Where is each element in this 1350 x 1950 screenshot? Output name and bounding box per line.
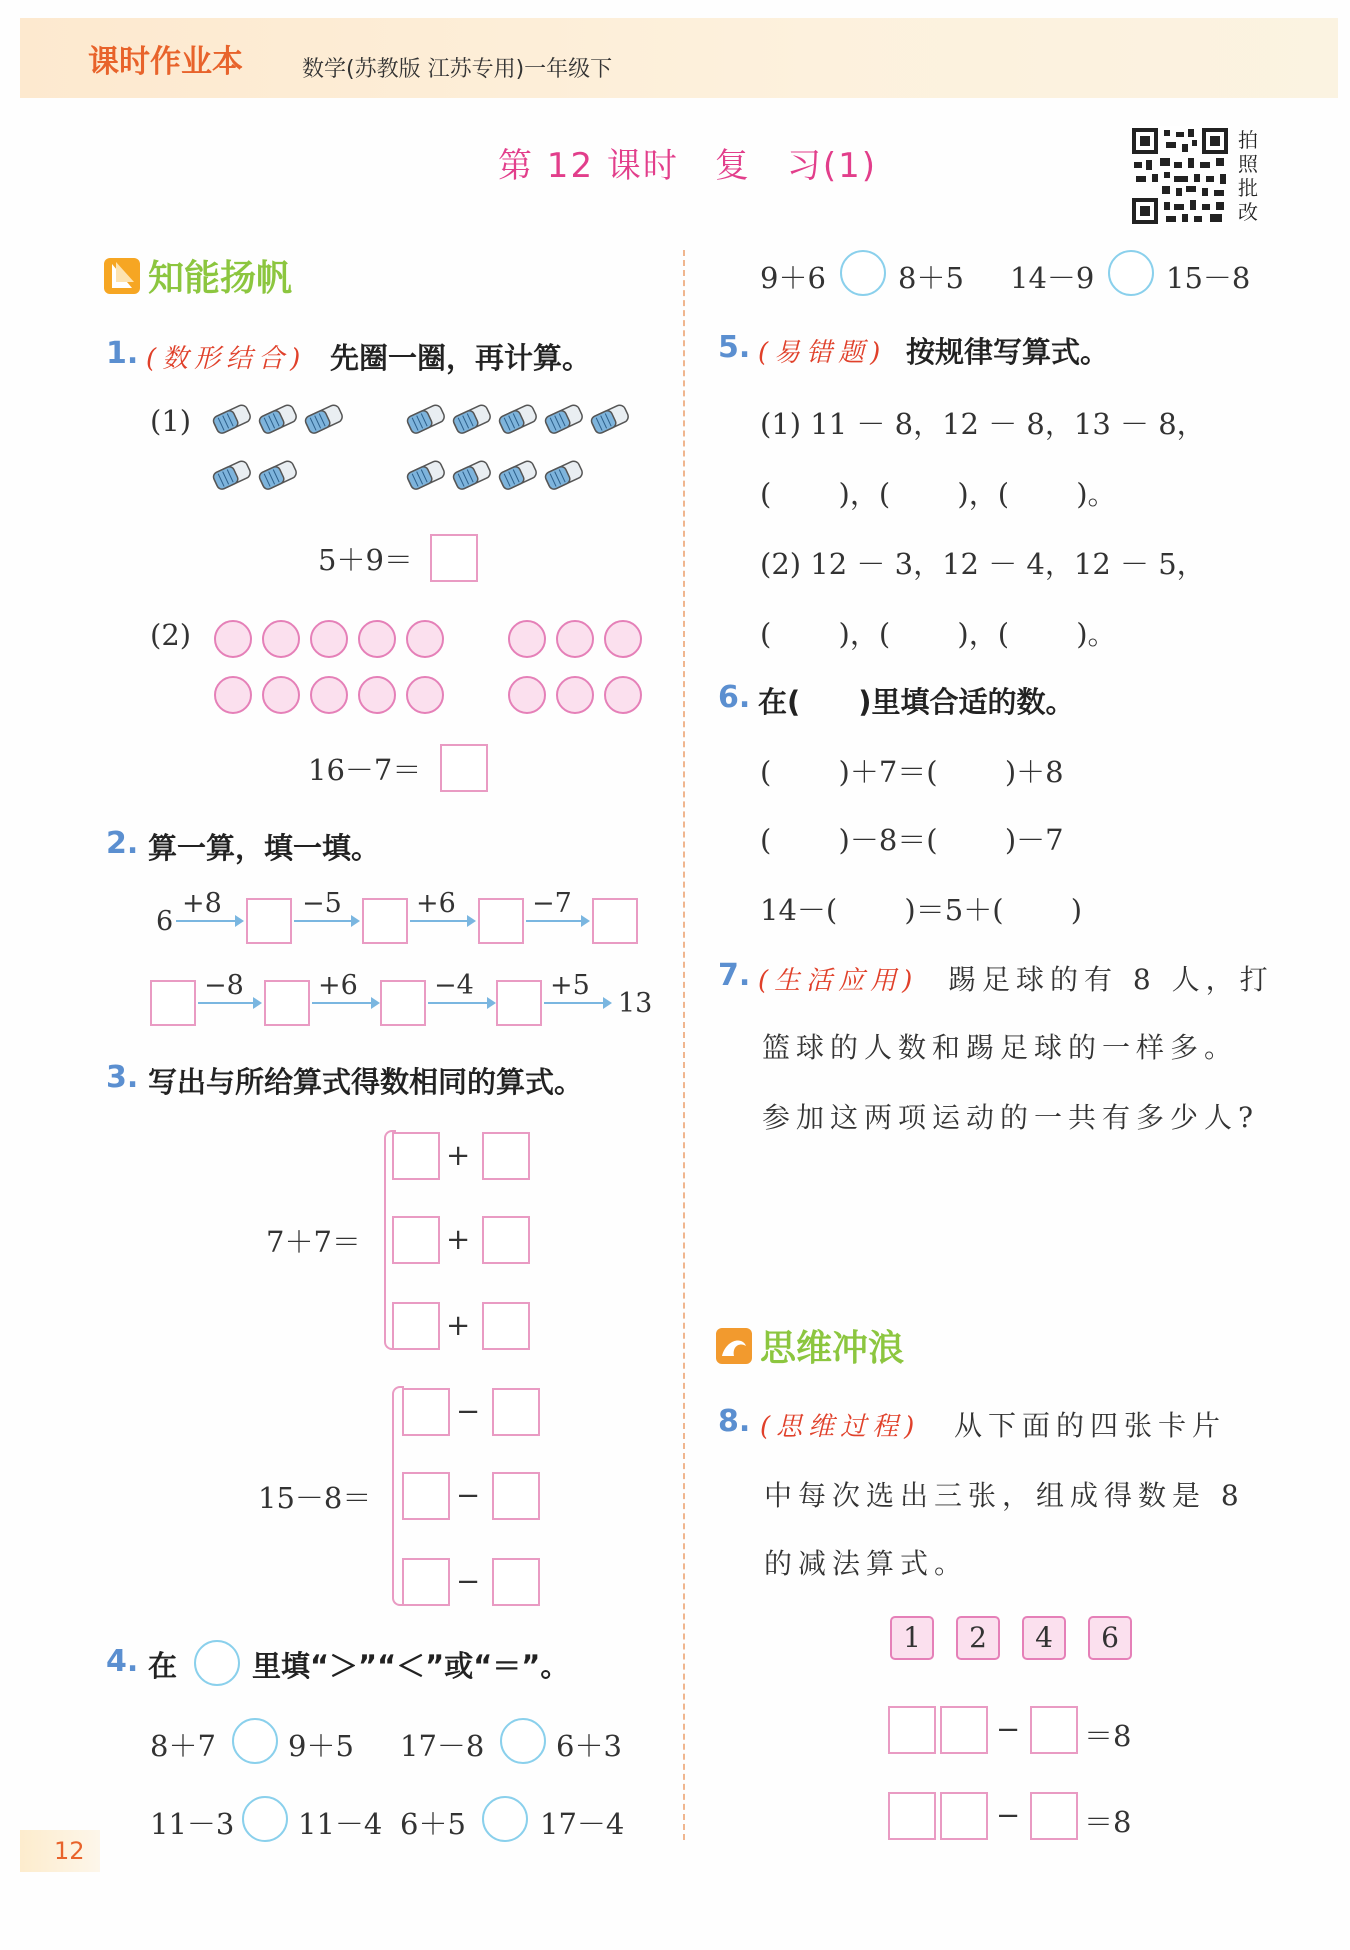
q1-number: 1. (106, 336, 139, 371)
q4-expr: 6＋3 (556, 1729, 622, 1763)
q4-expr: 11－4 (298, 1807, 383, 1841)
q7-line1: 踢足球的有 8 人，打 (948, 963, 1274, 996)
operator-sign: − (456, 1478, 481, 1512)
q4-expr: 8＋7 (150, 1729, 216, 1763)
q2-text: 算一算，填一填。 (148, 831, 381, 865)
eraser-icon (498, 404, 538, 434)
circle-counter (310, 620, 348, 658)
operator-sign: + (446, 1222, 471, 1256)
chain1-op2: −5 (302, 888, 342, 919)
eraser-icon (304, 404, 344, 434)
chain2-op3: −4 (434, 970, 474, 1001)
circle-counter (214, 620, 252, 658)
eraser-icon (590, 404, 630, 434)
q1-text: 先圈一圈，再计算。 (330, 341, 592, 375)
operator-sign: + (446, 1138, 471, 1172)
q1-part2-equation: 16－7＝ (308, 753, 422, 787)
minus-sign: − (996, 1712, 1021, 1746)
eraser-icon (452, 460, 492, 490)
circle-counter (406, 620, 444, 658)
q7-number: 7. (718, 958, 751, 993)
eraser-icon (544, 404, 584, 434)
digit-box[interactable] (1030, 1792, 1078, 1840)
answer-box[interactable] (492, 1558, 540, 1606)
number-card: 6 (1088, 1616, 1132, 1660)
arrow (312, 1002, 378, 1004)
q4-text-b: 里填“＞”“＜”或“＝”。 (252, 1649, 570, 1683)
number-card: 2 (956, 1616, 1000, 1660)
q4-expr: 9＋6 (760, 261, 826, 295)
answer-box[interactable] (402, 1558, 450, 1606)
q5-part1-blanks[interactable]: ( )，( )，( )。 (760, 477, 1117, 511)
q8-number: 8. (718, 1404, 751, 1439)
q3-number: 3. (106, 1060, 139, 1095)
q6-number: 6. (718, 680, 751, 715)
q1-tag: (数形结合) (146, 344, 307, 374)
answer-box[interactable] (492, 1472, 540, 1520)
section-title-knowledge: 知能扬帆 (148, 258, 293, 299)
eraser-icon (406, 404, 446, 434)
q4-expr: 6＋5 (400, 1807, 466, 1841)
chain-box[interactable] (362, 898, 408, 944)
answer-box[interactable] (392, 1302, 440, 1350)
answer-box[interactable] (392, 1216, 440, 1264)
chain-box[interactable] (496, 980, 542, 1026)
q8-eq-tail: ＝8 (1084, 1805, 1132, 1839)
answer-box[interactable] (392, 1132, 440, 1180)
q8-eq-tail: ＝8 (1084, 1719, 1132, 1753)
number-card: 4 (1022, 1616, 1066, 1660)
chain-box[interactable] (478, 898, 524, 944)
qr-code-icon[interactable] (1130, 126, 1230, 226)
qr-label: 拍 照 批 改 (1238, 128, 1258, 224)
chain-box[interactable] (246, 898, 292, 944)
circle-counter (508, 676, 546, 714)
arrow (176, 920, 242, 922)
q4-expr: 15－8 (1166, 261, 1251, 295)
q8-line3: 的减法算式。 (764, 1547, 969, 1580)
chain1-op3: +6 (416, 888, 456, 919)
operator-sign: + (446, 1308, 471, 1342)
answer-box[interactable] (482, 1132, 530, 1180)
eraser-icon (452, 404, 492, 434)
q3-equation2: 15－8＝ (258, 1481, 372, 1515)
book-subtitle: 数学(苏教版 江苏专用)一年级下 (302, 57, 613, 82)
eraser-icon (258, 460, 298, 490)
digit-box[interactable] (888, 1706, 936, 1754)
minus-sign: − (996, 1798, 1021, 1832)
arrow (198, 1002, 260, 1004)
answer-box[interactable] (482, 1302, 530, 1350)
chain1-start: 6 (156, 906, 174, 937)
q8-line2: 中每次选出三张，组成得数是 8 (764, 1479, 1245, 1512)
q4-expr: 17－8 (400, 1729, 485, 1763)
operator-sign: − (456, 1564, 481, 1598)
q6-line1[interactable]: ( )＋7＝( )＋8 (760, 755, 1064, 789)
q4-expr: 14－9 (1010, 261, 1095, 295)
answer-box[interactable] (482, 1216, 530, 1264)
circle-counter (406, 676, 444, 714)
compare-circle[interactable] (242, 1796, 288, 1842)
compare-circle[interactable] (482, 1796, 528, 1842)
circle-counter (604, 676, 642, 714)
digit-box[interactable] (940, 1792, 988, 1840)
section-title-thinking: 思维冲浪 (760, 1328, 905, 1369)
wave-icon (716, 1328, 752, 1364)
chain-box[interactable] (380, 980, 426, 1026)
q7-line3: 参加这两项运动的一共有多少人? (762, 1101, 1260, 1134)
q2-number: 2. (106, 826, 139, 861)
chain2-op4: +5 (550, 970, 590, 1001)
chain2-end: 13 (618, 988, 653, 1019)
answer-box[interactable] (492, 1388, 540, 1436)
eraser-icon (258, 404, 298, 434)
circle-counter (358, 620, 396, 658)
circle-counter (508, 620, 546, 658)
compare-circle[interactable] (840, 250, 886, 296)
answer-box[interactable] (440, 744, 488, 792)
circle-counter (310, 676, 348, 714)
eraser-icon (498, 460, 538, 490)
q6-line2[interactable]: ( )－8＝( )－7 (760, 823, 1064, 857)
q4-expr: 17－4 (540, 1807, 625, 1841)
eraser-icon (406, 460, 446, 490)
q7-line2: 篮球的人数和踢足球的一样多。 (762, 1031, 1239, 1064)
eraser-icon (212, 404, 252, 434)
circle-counter (262, 676, 300, 714)
brand-title: 课时作业本 (88, 44, 243, 80)
operator-sign: − (456, 1394, 481, 1428)
circle-counter (604, 620, 642, 658)
q4-expr: 9＋5 (288, 1729, 354, 1763)
arrow (544, 1002, 610, 1004)
compare-circle[interactable] (232, 1718, 278, 1764)
q5-text: 按规律写算式。 (906, 335, 1110, 369)
chain2-op2: +6 (318, 970, 358, 1001)
digit-box[interactable] (940, 1706, 988, 1754)
q8-line1: 从下面的四张卡片 (954, 1409, 1227, 1442)
chain1-op4: −7 (532, 888, 572, 919)
q6-text: 在( )里填合适的数。 (758, 685, 1075, 719)
arrow (428, 1002, 494, 1004)
chain1-op1: +8 (182, 888, 222, 919)
q7-tag: (生活应用) (758, 966, 919, 996)
page-number: 12 (20, 1830, 100, 1872)
column-divider (683, 250, 685, 1840)
q4-expr: 11－3 (150, 1807, 235, 1841)
q1-part2-label: (2) (150, 618, 192, 652)
q3-equation1: 7＋7＝ (266, 1225, 361, 1259)
q5-number: 5. (718, 330, 751, 365)
q5-part2: (2) 12 － 3，12 － 4，12 － 5， (760, 547, 1206, 581)
sail-icon (104, 258, 140, 294)
q5-part2-blanks[interactable]: ( )，( )，( )。 (760, 617, 1117, 651)
q8-tag: (思维过程) (760, 1412, 921, 1442)
chain2-op1: −8 (204, 970, 244, 1001)
circle-counter (556, 676, 594, 714)
chain-box[interactable] (150, 980, 196, 1026)
lesson-title: 第 12 课时 复 习(1) (498, 146, 878, 186)
chain-box[interactable] (592, 898, 638, 944)
q4-text-a: 在 (148, 1649, 178, 1683)
q4-expr: 8＋5 (898, 261, 964, 295)
q1-part1-equation: 5＋9＝ (318, 543, 413, 577)
q5-part1: (1) 11 － 8，12 － 8，13 － 8， (760, 407, 1206, 441)
q3-text: 写出与所给算式得数相同的算式。 (148, 1065, 584, 1099)
compare-circle[interactable] (500, 1718, 546, 1764)
eraser-icon (544, 460, 584, 490)
circle-counter (358, 676, 396, 714)
circle-counter (214, 676, 252, 714)
arrow (410, 920, 474, 922)
compare-circle[interactable] (1108, 250, 1154, 296)
circle-counter (262, 620, 300, 658)
digit-box[interactable] (888, 1792, 936, 1840)
answer-box[interactable] (402, 1388, 450, 1436)
example-circle (194, 1640, 240, 1686)
eraser-icon (212, 460, 252, 490)
answer-box[interactable] (402, 1472, 450, 1520)
chain-box[interactable] (264, 980, 310, 1026)
q5-tag: (易错题) (758, 338, 887, 368)
q4-number: 4. (106, 1644, 139, 1679)
answer-box[interactable] (430, 534, 478, 582)
arrow (294, 920, 358, 922)
q6-line3[interactable]: 14－( )＝5＋( ) (760, 893, 1083, 927)
number-card: 1 (890, 1616, 934, 1660)
arrow (526, 920, 588, 922)
digit-box[interactable] (1030, 1706, 1078, 1754)
circle-counter (556, 620, 594, 658)
q1-part1-label: (1) (150, 404, 192, 438)
